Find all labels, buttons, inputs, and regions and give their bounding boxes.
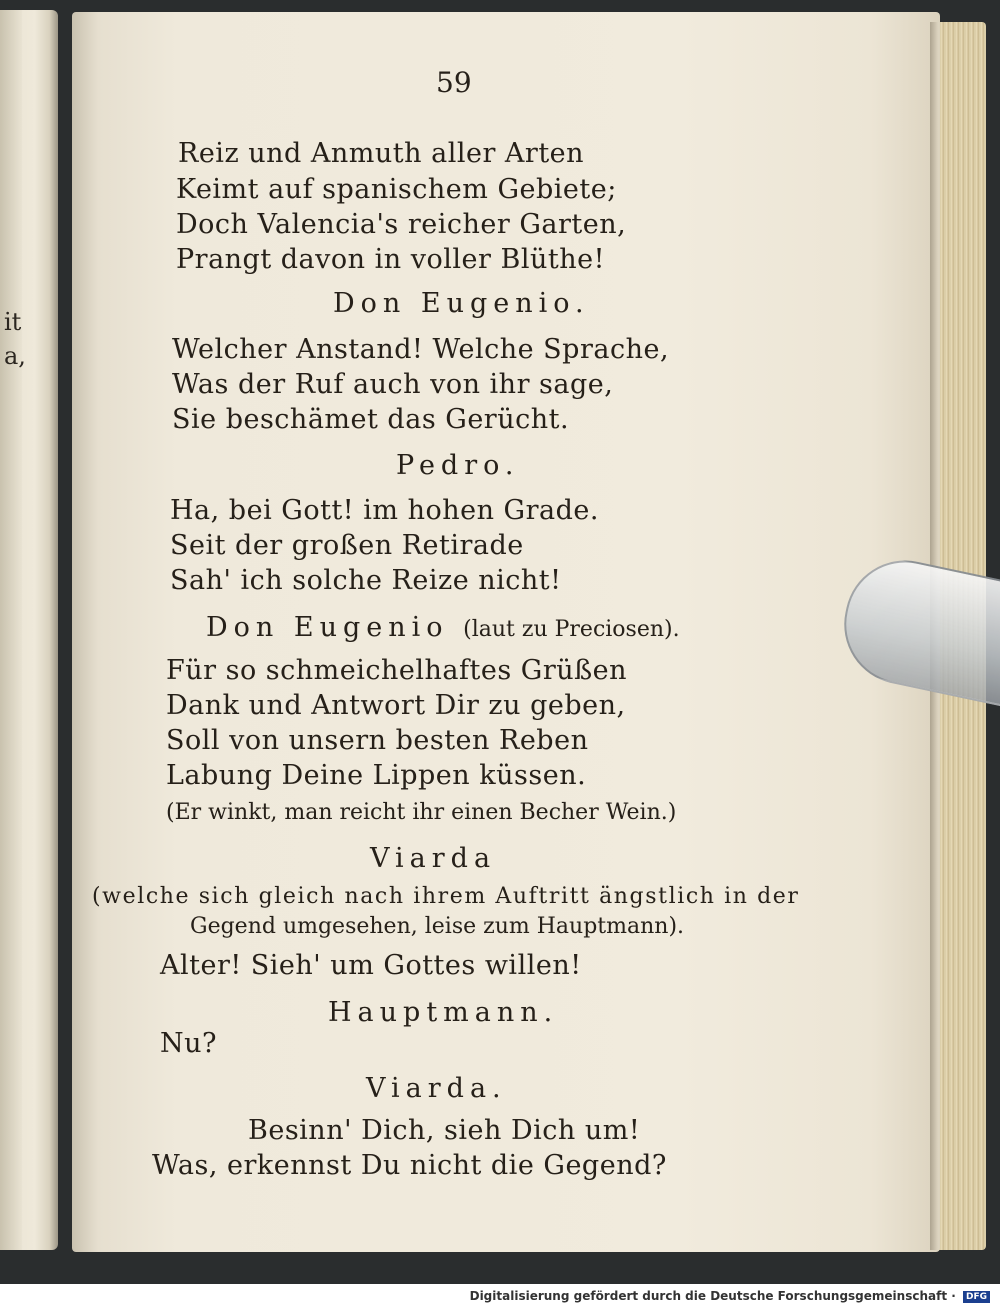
stage-direction: (laut zu Preciosen).	[463, 617, 680, 642]
verse-line: Seit der großen Retirade	[170, 530, 524, 561]
dfg-logo: DFG	[963, 1291, 990, 1303]
verse-line: Was der Ruf auch von ihr sage,	[172, 369, 614, 400]
footer-text: Digitalisierung gefördert durch die Deutsche Forschungsgemeinschaft	[469, 1289, 948, 1303]
left-page-edge	[0, 10, 22, 1250]
footer-credit: Digitalisierung gefördert durch die Deutsche Forschungsgemeinschaft · DFG	[470, 1289, 990, 1303]
verse-line: Alter! Sieh' um Gottes willen!	[160, 950, 582, 981]
verse-line: Ha, bei Gott! im hohen Grade.	[170, 495, 599, 526]
verse-line: Soll von unsern besten Reben	[166, 725, 589, 756]
stage-direction: (welche sich gleich nach ihrem Auftritt ängstlich in der	[92, 884, 800, 909]
verse-line: Sie beschämet das Gerücht.	[172, 404, 570, 435]
verse-line: Nu?	[160, 1028, 217, 1059]
verse-line: Besinn' Dich, sieh Dich um!	[248, 1115, 641, 1146]
verse-line: Reiz und Anmuth aller Arten	[178, 138, 585, 169]
verse-line: Dank und Antwort Dir zu geben,	[166, 690, 626, 721]
speaker-name: Pedro.	[396, 450, 520, 481]
page-number: 59	[436, 66, 472, 99]
verse-line: Doch Valencia's reicher Garten,	[176, 209, 627, 240]
speaker-name: Hauptmann.	[328, 997, 559, 1028]
verse-line: Keimt auf spanischem Gebiete;	[176, 174, 617, 205]
verse-line: Welcher Anstand! Welche Sprache,	[172, 334, 670, 365]
left-page-fragment: it	[4, 308, 22, 336]
stage-direction: Gegend umgesehen, leise zum Hauptmann).	[190, 914, 685, 939]
left-page-fragment: a,	[4, 342, 26, 370]
verse-line: Prangt davon in voller Blüthe!	[176, 244, 605, 275]
verse-line: Labung Deine Lippen küssen.	[166, 760, 587, 791]
verse-line: Was, erkennst Du nicht die Gegend?	[152, 1150, 667, 1181]
speaker-name: Viarda	[370, 843, 497, 874]
verse-line: Für so schmeichelhaftes Grüßen	[166, 655, 628, 686]
verse-line: Sah' ich solche Reize nicht!	[170, 565, 562, 596]
speaker-name	[206, 612, 680, 643]
stage-direction: (Er winkt, man reicht ihr einen Becher Wein.)	[166, 800, 677, 825]
speaker-name-text: Don Eugenio	[206, 612, 449, 643]
speaker-name: Don Eugenio.	[333, 288, 590, 319]
speaker-name: Viarda.	[366, 1073, 507, 1104]
